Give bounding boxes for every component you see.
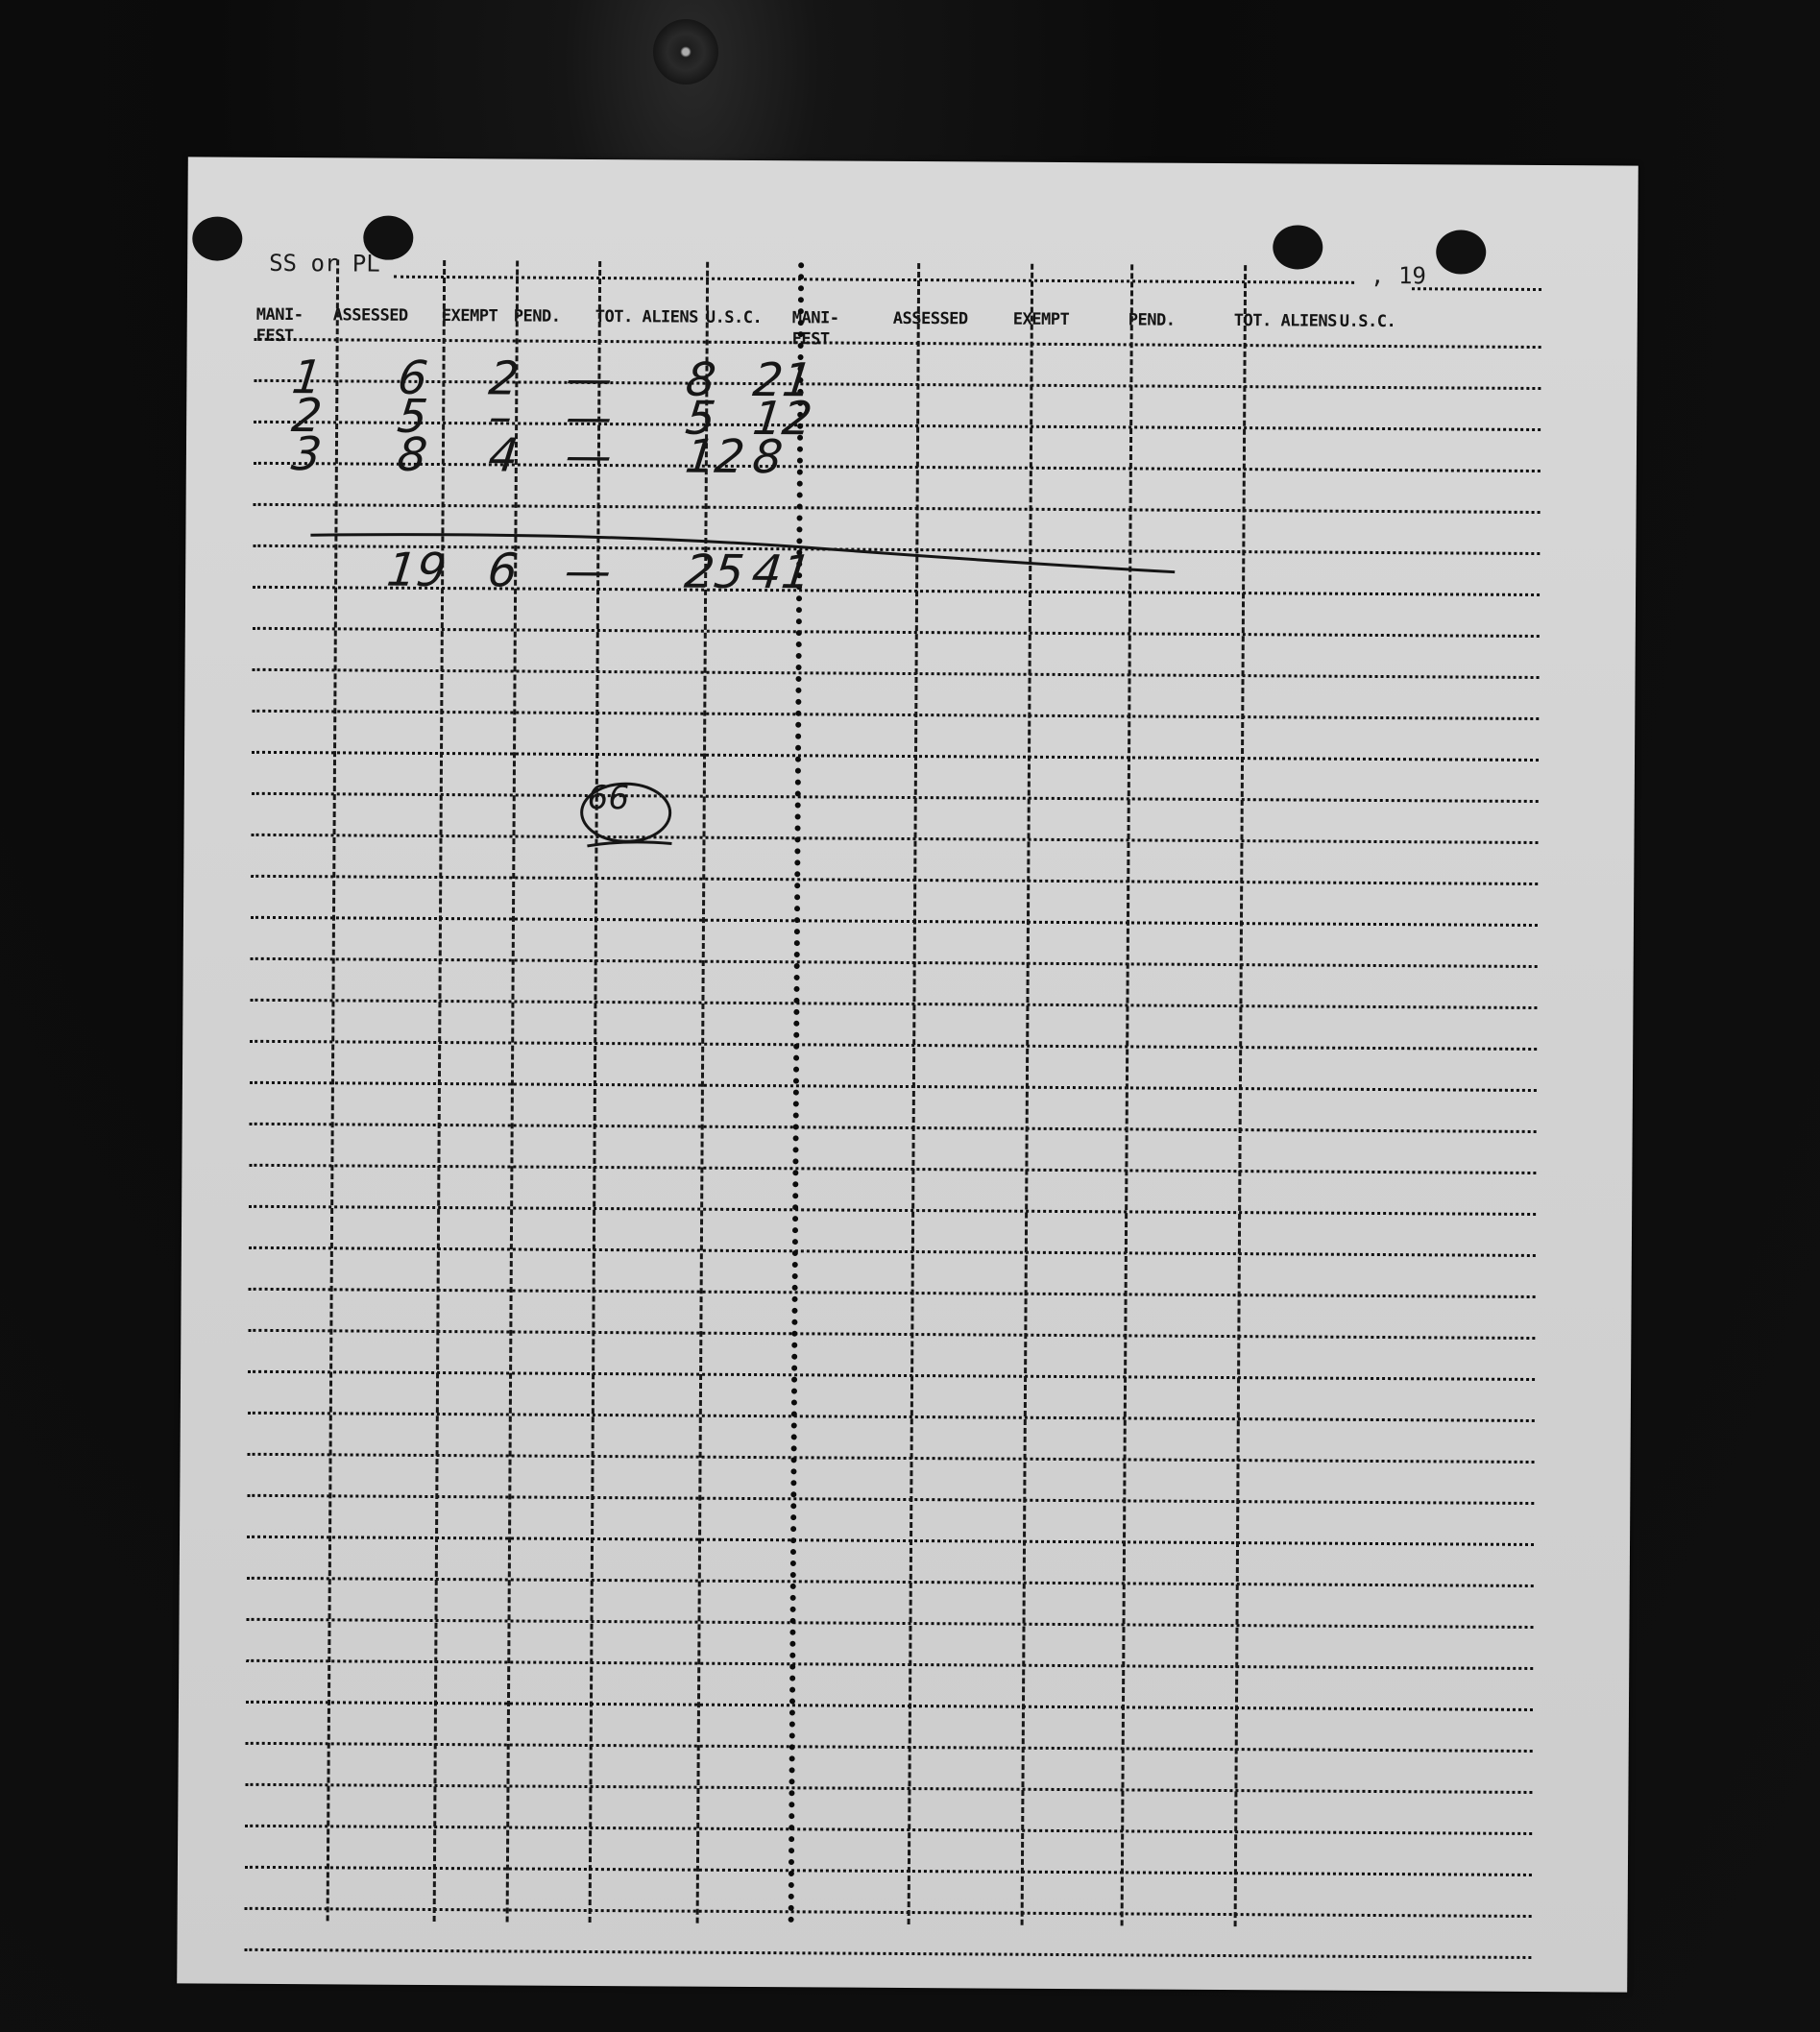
grid-column-line (1021, 264, 1034, 1925)
punch-hole (1436, 230, 1486, 274)
grid-row-line (248, 1329, 1535, 1340)
grid-row-line (247, 1618, 1534, 1629)
entry-manifest: 2 (289, 389, 325, 444)
grid-column-line (1121, 264, 1134, 1925)
manifest-tally-sheet (177, 157, 1638, 1992)
grid-row-line (249, 1164, 1536, 1174)
column-header: MANI- FEST (791, 308, 839, 350)
grid-row-line (252, 710, 1539, 720)
entry-assessed: 8 (394, 427, 430, 482)
entry-pend: — (563, 351, 616, 407)
grid-row-line (249, 1288, 1536, 1298)
entry-pend: — (563, 390, 616, 446)
column-header: MANI- FEST (255, 304, 303, 347)
grid-row-line (253, 668, 1540, 679)
grid-row-line (247, 1536, 1534, 1546)
grid-row-line (245, 1907, 1532, 1918)
column-header: U.S.C. (705, 307, 763, 328)
total-tot-aliens: 25 (682, 544, 747, 599)
entry-usc: 8 (749, 430, 786, 485)
sum-underline (310, 520, 1175, 602)
center-divider (789, 262, 805, 1923)
column-header: EXEMPT (441, 306, 498, 327)
entry-assessed: 5 (395, 389, 430, 444)
grid-row-line (254, 421, 1541, 431)
column-header: EXEMPT (1012, 309, 1070, 330)
grid-row-line (247, 1494, 1534, 1505)
circled-total: 66 (587, 778, 630, 818)
column-header: PEND. (513, 306, 561, 327)
entry-manifest: 3 (288, 427, 325, 482)
entry-exempt: – (486, 390, 516, 445)
column-header: ASSESSED (892, 308, 968, 329)
grid-row-line (252, 834, 1539, 844)
ss-or-pl-label: SS or PL (269, 249, 380, 278)
entry-exempt: 2 (486, 351, 522, 406)
grid-row-line (251, 916, 1538, 927)
entry-tot-aliens: 5 (683, 391, 718, 446)
ss-or-pl-blank (394, 276, 1354, 284)
grid-row-line (255, 338, 1541, 349)
grid-row-line (253, 627, 1540, 638)
total-pend: — (562, 544, 615, 599)
grid-row-line (252, 751, 1539, 762)
grid-row-line (249, 1246, 1536, 1257)
entry-exempt: 4 (485, 428, 522, 483)
punch-hole (192, 216, 242, 260)
grid-column-line (1234, 265, 1248, 1926)
grid-row-line (246, 1742, 1533, 1753)
entry-assessed: 6 (395, 351, 431, 405)
grid-row-line (248, 1412, 1535, 1422)
punch-hole (1273, 225, 1323, 269)
grid-row-line (250, 999, 1537, 1009)
column-header: U.S.C. (1339, 311, 1396, 332)
column-header: TOT. ALIENS (595, 306, 698, 327)
grid-row-line (245, 1825, 1532, 1835)
grid-column-line (696, 262, 710, 1923)
grid-column-line (589, 261, 602, 1923)
grid-row-line (252, 792, 1539, 803)
grid-row-line (245, 1866, 1532, 1876)
grid-row-line (247, 1577, 1534, 1587)
grid-column-line (433, 260, 447, 1922)
total-exempt: 6 (485, 544, 521, 598)
grid-row-line (250, 1123, 1537, 1133)
year-blank (1412, 287, 1541, 291)
grid-row-line (249, 1205, 1536, 1216)
grid-row-line (254, 462, 1541, 472)
entry-tot-aliens: 8 (683, 352, 719, 407)
total-usc: 41 (749, 545, 814, 600)
grid-row-line (244, 1948, 1531, 1959)
grid-column-line (327, 259, 340, 1921)
year-label: , 19 (1371, 261, 1426, 290)
grid-row-line (254, 503, 1541, 514)
entry-pend: — (562, 428, 616, 484)
grid-row-line (248, 1370, 1535, 1381)
reel-spindle-mark (653, 19, 718, 85)
entry-manifest: 1 (289, 351, 326, 405)
grid-column-line (908, 263, 921, 1924)
column-header: TOT. ALIENS (1233, 311, 1337, 331)
grid-column-line (506, 260, 520, 1922)
grid-row-line (250, 1040, 1537, 1051)
entry-tot-aliens: 12 (682, 429, 748, 484)
circle-underline (587, 842, 671, 847)
column-header: ASSESSED (332, 305, 408, 326)
entry-usc: 21 (750, 353, 815, 408)
grid-row-line (246, 1701, 1533, 1711)
grid-row-line (245, 1783, 1532, 1794)
grid-row-line (254, 379, 1541, 390)
grid-row-line (246, 1659, 1533, 1670)
grid-row-line (251, 875, 1538, 885)
sum-underline-stroke (310, 534, 1175, 572)
column-header: PEND. (1128, 310, 1176, 330)
entry-usc: 12 (750, 392, 815, 447)
grid-row-line (248, 1453, 1535, 1464)
grid-row-line (250, 1081, 1537, 1092)
total-assessed: 19 (384, 543, 449, 598)
grid-row-line (251, 957, 1538, 968)
